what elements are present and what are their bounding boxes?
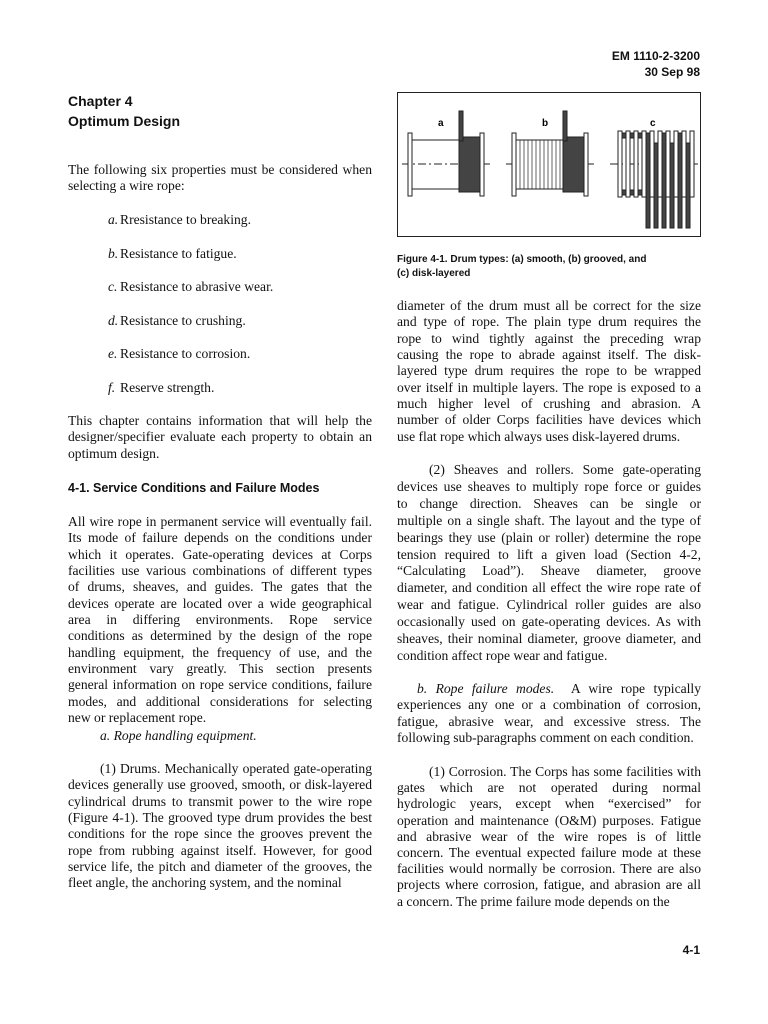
section-heading: 4-1. Service Conditions and Failure Modes [68,481,320,495]
service-conditions-paragraph [68,514,372,726]
subsection-heading-a: a. Rope handling equipment. [100,728,257,743]
text-line: over itself in multiple layers. The rope is exposed to a [397,379,701,395]
text-line: general information on rope service conditions, failure [68,677,372,693]
text-line: (1) Drums. Mechanically operated gate-operating [100,761,372,776]
property-marker: f. [108,380,116,395]
text-line: modes, and additional considerations for selecting [68,693,372,709]
drum-a-flange [408,133,412,196]
figure-label-a: a [438,118,444,129]
property-item [108,212,251,228]
text-line: devices operate are located over a wide geographical [68,595,372,611]
drum-a-flange [480,133,484,196]
text-line: hydrologic years, except when “exercised” for [397,796,701,812]
text-line: facilities use various combinations of different types [68,563,372,579]
figure-label-c: c [650,118,656,129]
text-line: The following six properties must be considered when [68,162,372,177]
text-line: devices generally use grooved, smooth, or disk-layered [68,777,372,793]
text-line: conditions for the rope since the grooves prevent the [68,826,372,842]
drum-b-flange [584,133,588,196]
drum-c-flat-ropes [622,133,690,228]
text-line: layered type drum requires the rope to be wrapped [397,363,701,379]
text-line: sheaves, their nominal diameter, groove diameter, and [397,631,701,647]
figure-caption [397,253,701,280]
text-line: optimum design. [68,445,160,461]
property-item [108,346,250,362]
text-line: “Calculating Load”). Sheave diameter, groove [397,563,701,579]
failure-modes-first-line [397,681,701,697]
chapter-title: Optimum Design [68,113,181,129]
text-line: rope to wind tightly against the preceding wrap [397,330,701,346]
text-line: gates which are not operated during normal [397,780,701,796]
property-text: Resistance to corrosion. [120,346,251,362]
text-line: projects where corrosion, fatigue, and abrasion are all [397,877,701,893]
text-line: diameter of the drum must all be correct for the size [397,298,701,313]
text-line: a concern. The prime failure mode depends on the [397,893,670,909]
drum-b-rope-wrap [563,137,584,192]
text-line: new or replacement rope. [68,710,207,726]
text-line: tension required to lift a given load (Section 4-2, [397,546,701,562]
failure-modes-paragraph [397,681,701,746]
document-date: 30 Sep 98 [644,65,700,79]
drum-b-flange [512,133,516,196]
figure-caption-line: Figure 4-1. Drum types: (a) smooth, (b) grooved, and [397,254,647,265]
drum-a-rope [459,111,463,141]
text-segment: A wire rope typically [570,681,702,696]
text-line: designer/specifier evaluate each property to obtain an [68,429,372,445]
text-line: environment vary greatly. This section presents [68,661,372,677]
text-line: Its mode of failure depends on the conditions under [68,530,372,546]
text-line: use flat rope which always uses disk-layered drums. [397,428,681,444]
drums-continued-paragraph [397,298,701,445]
text-line: following sub-paragraphs comment on each condition. [397,730,694,746]
chapter-info-paragraph [68,413,372,462]
intro-paragraph [68,162,372,195]
property-marker: b. [108,245,119,261]
text-line: (Figure 4-1). The grooved type drum provides the best [68,810,372,826]
figure-label-b: b [542,118,549,129]
page-number: 4-1 [682,943,700,957]
text-line: fatigue, abrasive wear, and excessive stress. The [397,713,701,729]
figure-caption-line: (c) disk-layered [397,267,471,279]
text-line: much higher level of crushing and abrasion. A [397,396,701,412]
text-line: All wire rope in permanent service will eventually fail. [68,514,372,529]
text-line: concern. The eventual expected failure mode at these [397,845,701,861]
text-line: experiences any one or a combination of corrosion, [397,697,701,713]
drums-paragraph [68,761,372,892]
property-text: Reserve strength. [120,380,215,395]
text-line: and type of rope. The plain type drum requires the [397,314,701,330]
subsection-heading-b: b. Rope failure modes. [417,681,555,696]
property-marker: d. [108,312,119,328]
text-line: condition affect rope wear and fatigue. [397,647,608,663]
text-line: operation and maintenance (O&M) purposes. Fatigue [397,812,701,828]
property-text: Resistance to abrasive wear. [120,279,274,295]
drum-b-rope [563,111,567,141]
corrosion-paragraph [397,764,701,910]
text-line: wear and fatigue. Cylindrical roller guides are also [397,597,701,613]
text-line: rope from rubbing against itself. However, for good [68,842,372,858]
property-text: Resistance to crushing. [120,312,246,328]
text-line: facilities would normally be corrosion. There are also [397,861,701,877]
property-marker: a. [108,212,119,227]
figure-drum-types [397,92,701,237]
chapter-label: Chapter 4 [68,93,133,109]
text-line: which it operates. Gate-operating devices at Corps [68,546,372,562]
property-item [108,313,246,329]
property-item [108,279,273,295]
drum-a-rope-wrap [459,137,480,192]
property-item [108,380,214,396]
text-line: causing the rope to abrade against itself. The disk- [397,347,701,363]
text-line: cylindrical drums to transmit power to the wire rope [68,793,372,809]
text-line: bearings they use (plain or roller) determine the rope [397,529,701,545]
text-line: devices use sheaves to multiply rope force or guides [397,478,701,494]
text-line: of drums, sheaves, and guides. The gates that the [68,579,372,595]
text-line: occasionally used on gate-operating devices. As with [397,614,701,630]
text-line: handling equipment, the frequency of use, and the [68,644,372,660]
text-line: conditions as determined by the design of the rope [68,628,372,644]
text-line: service life, the pitch and diameter of the grooves, the [68,859,372,875]
property-marker: c. [108,279,118,295]
property-item [108,246,237,262]
text-line: number of older Corps facilities have devices which [397,412,701,428]
text-line: multiple on a single shaft. The layout and the type of [397,512,701,528]
text-line: and abrasive wear of the wire ropes is of little [397,828,701,844]
text-line: This chapter contains information that will help the [68,413,372,428]
sheaves-paragraph [397,462,701,665]
document-id: EM 1110-2-3200 [611,49,700,63]
drum-types-illustration [398,93,700,236]
property-marker: e. [108,346,118,362]
text-line: (2) Sheaves and rollers. Some gate-operating [429,462,701,477]
text-line: area in differing environments. Rope service [68,612,372,628]
text-line: to change direction. Sheaves can be single or [397,495,701,511]
text-line: diameter, and condition all effect the wire rope rate of [397,580,701,596]
text-line: (1) Corrosion. The Corps has some facilities with [429,764,701,779]
property-text: Rresistance to breaking. [120,212,251,227]
property-text: Resistance to fatigue. [120,245,237,261]
text-line: selecting a wire rope: [68,178,185,194]
text-line: fleet angle, the anchoring system, and the nominal [68,875,342,891]
